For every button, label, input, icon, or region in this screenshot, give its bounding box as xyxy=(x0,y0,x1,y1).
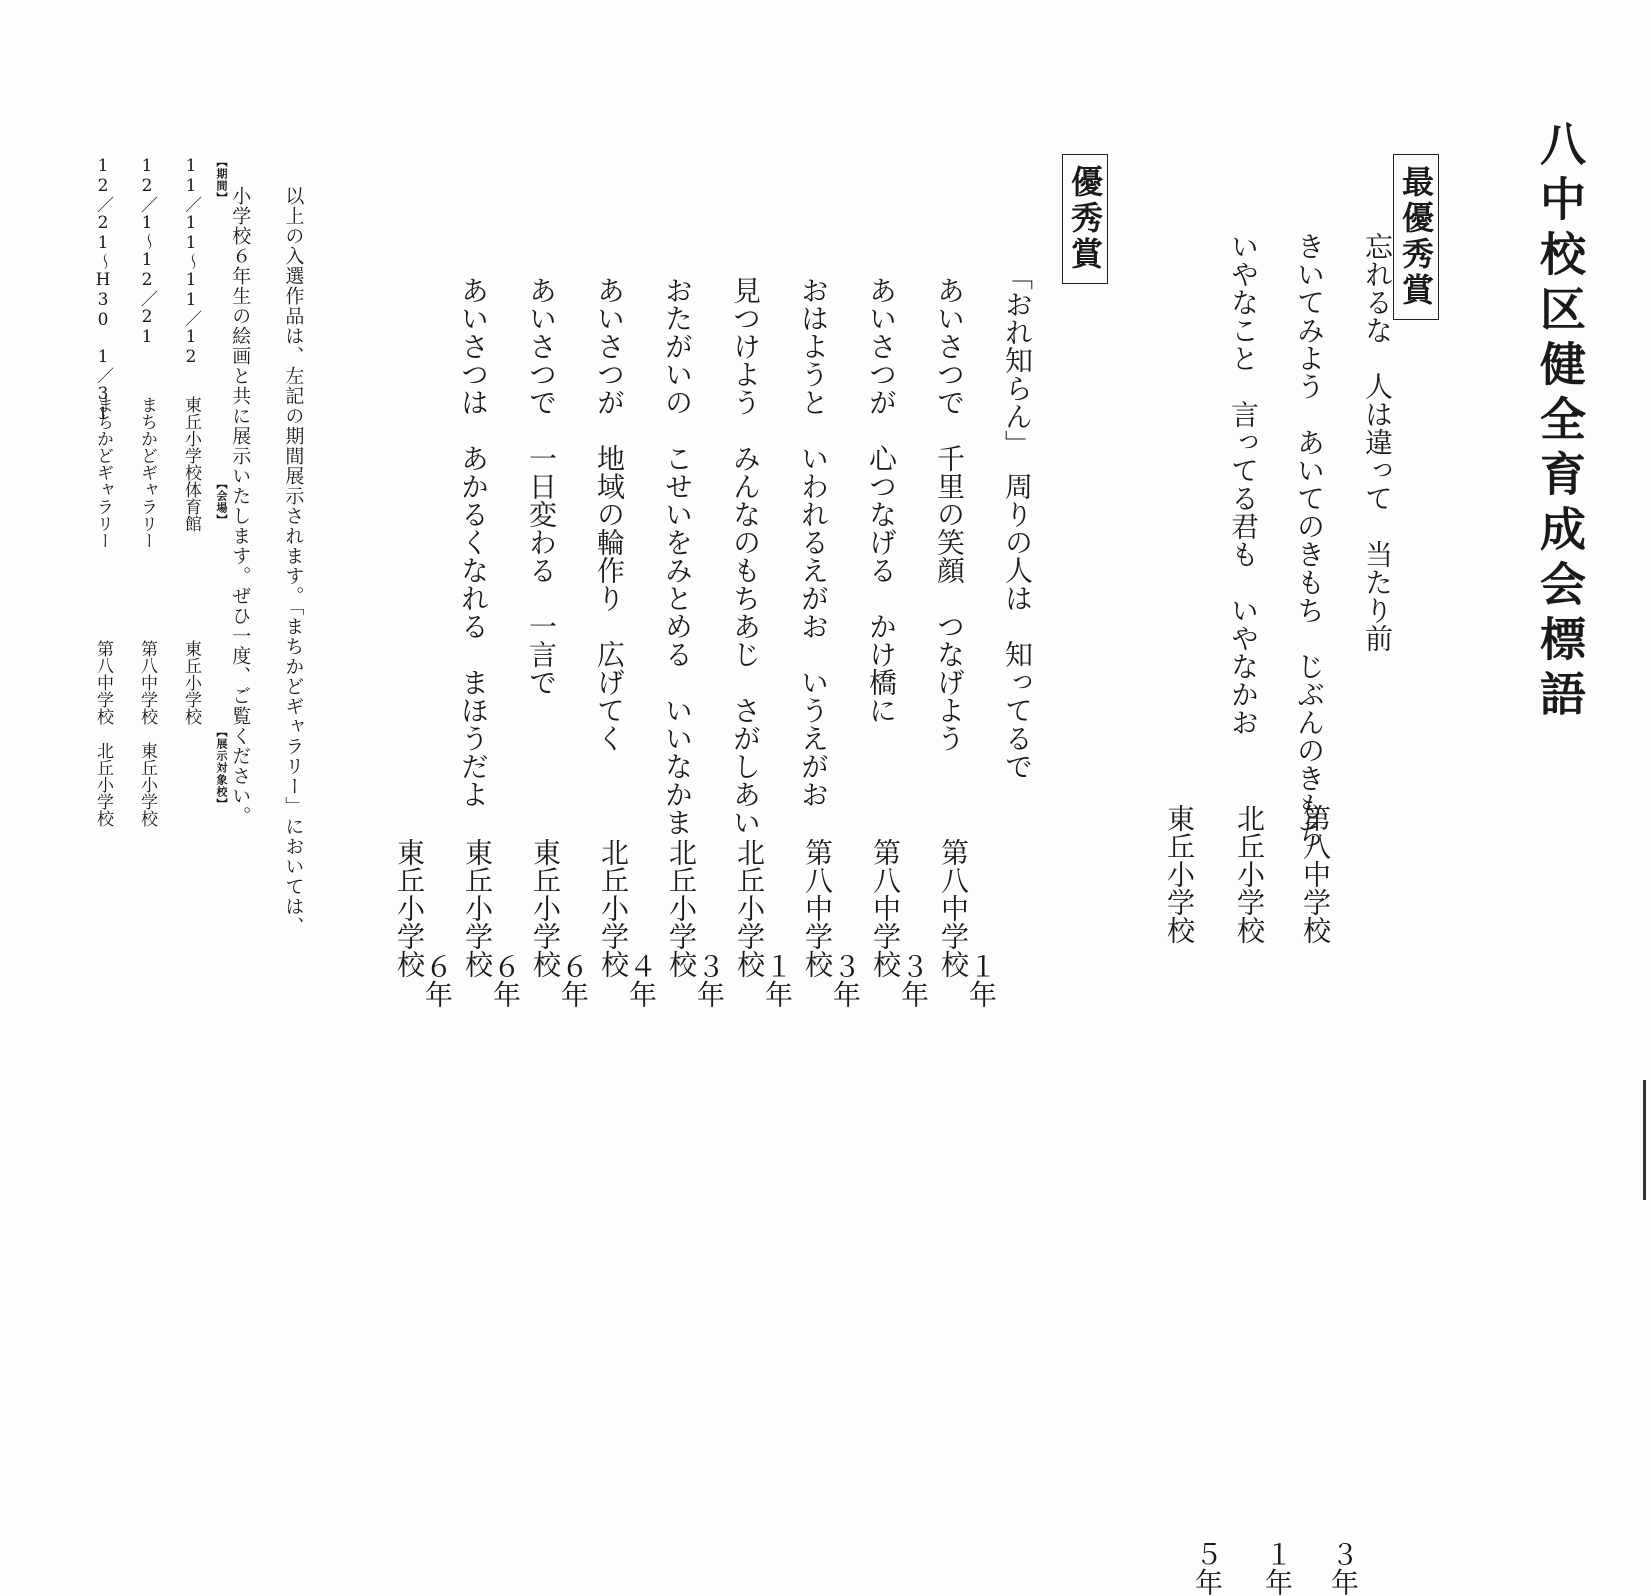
page-title: 八中校区健全育成会標語 xyxy=(1533,120,1587,725)
excellent-slogan-1: 「おれ知らん」 周りの人は 知ってるで xyxy=(1001,262,1034,780)
excellent-slogan-9: あいさつは あかるくなれる まほうだよ xyxy=(457,276,490,808)
excellent-byline-9 xyxy=(367,772,454,1014)
excellent-award-heading: 優秀賞 xyxy=(1062,154,1108,284)
exhibition-notice xyxy=(227,140,333,937)
school-name: 第八中学校 xyxy=(801,838,834,978)
schedule-row-3-targets: 第八中学校 北丘小学校 xyxy=(93,640,113,827)
school-name: 東丘小学校 xyxy=(1163,804,1196,944)
schedule-row-3-venue: まちかどギャラリー xyxy=(93,396,113,549)
top-award-slogan-3: いやなこと 言ってる君も いやなかお xyxy=(1227,232,1260,736)
scan-edge-mark xyxy=(1643,1080,1646,1200)
grade: ３年 xyxy=(829,952,862,1008)
excellent-slogan-4: おはようと いわれるえがお いうえがお xyxy=(797,276,830,808)
schedule-row-2-period: 12／1～12／21 xyxy=(137,156,157,347)
venue-label: 【会場】 xyxy=(215,478,228,526)
notice-line-1: 以上の入選作品は、左記の期間展示されます。「まちかどギャラリー」においては、 xyxy=(282,186,305,937)
schedule-row-2-venue: まちかどギャラリー xyxy=(137,396,157,549)
top-award-heading: 最優秀賞 xyxy=(1393,154,1439,320)
excellent-slogan-8: あいさつで 一日変わる 一言で xyxy=(525,276,558,696)
schedule-row-2-targets: 第八中学校 東丘小学校 xyxy=(137,640,157,827)
excellent-slogan-7: あいさつが 地域の輪作り 広げてく xyxy=(593,276,626,752)
school-name: 第八中学校 xyxy=(937,838,970,978)
schedule-row-1-targets: 東丘小学校 xyxy=(181,640,201,725)
school-name: 北丘小学校 xyxy=(733,838,766,978)
grade: １年 xyxy=(1261,1540,1294,1596)
school-name: 第八中学校 xyxy=(1299,804,1332,944)
school-name: 北丘小学校 xyxy=(1233,804,1266,944)
school-name: 東丘小学校 xyxy=(529,838,562,978)
schedule-row-3-period: 12／21～H30 1／31 xyxy=(93,156,113,424)
excellent-slogan-3: あいさつが 心つなげる かけ橋に xyxy=(865,276,898,724)
period-label: 【期間】 xyxy=(215,156,228,204)
excellent-slogan-6: おたがいの こせいをみとめる いいなかま xyxy=(661,276,694,836)
target-label: 【展示対象校】 xyxy=(215,726,228,810)
school-name: 北丘小学校 xyxy=(665,838,698,978)
top-award-byline-3 xyxy=(1137,738,1224,1596)
school-name: 第八中学校 xyxy=(869,838,902,978)
grade: ５年 xyxy=(1191,1540,1224,1596)
top-award-slogan-2: きいてみよう あいてのきもち じぶんのきもち xyxy=(1293,232,1326,848)
grade: ３年 xyxy=(1327,1540,1360,1596)
grade: ６年 xyxy=(557,952,590,1008)
grade: ６年 xyxy=(489,952,522,1008)
grade: １年 xyxy=(761,952,794,1008)
notice-line-2: 小学校６年生の絵画と共に展示いたします。ぜひ一度、ご覧ください。 xyxy=(229,186,252,826)
grade: ４年 xyxy=(625,952,658,1008)
school-name: 東丘小学校 xyxy=(461,838,494,978)
grade: １年 xyxy=(965,952,998,1008)
school-name: 東丘小学校 xyxy=(393,838,426,978)
excellent-slogan-5: 見つけよう みんなのもちあじ さがしあい xyxy=(729,276,762,836)
grade: ３年 xyxy=(693,952,726,1008)
grade: ３年 xyxy=(897,952,930,1008)
grade: ６年 xyxy=(421,952,454,1008)
school-name: 北丘小学校 xyxy=(597,838,630,978)
excellent-slogan-2: あいさつで 千里の笑顔 つなげよう xyxy=(933,276,966,752)
schedule-row-1-venue: 東丘小学校体育館 xyxy=(181,396,201,532)
top-award-slogan-1: 忘れるな 人は違って 当たり前 xyxy=(1361,232,1394,652)
schedule-row-1-period: 11／11～11／12 xyxy=(181,156,201,367)
